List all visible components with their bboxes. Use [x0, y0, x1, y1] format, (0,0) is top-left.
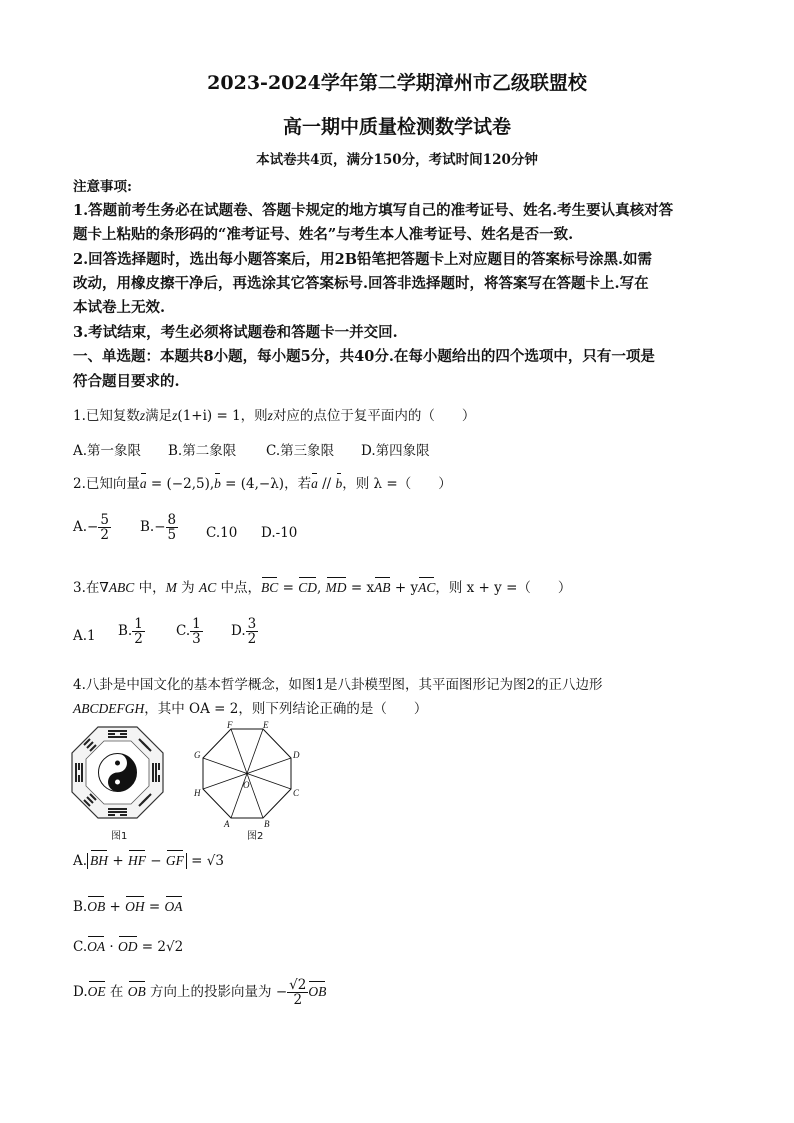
- q4-option-d[interactable]: [73, 978, 326, 1007]
- q3-option-b-fraction: [132, 617, 145, 646]
- q3-text-pre: 3.在∇: [73, 580, 109, 596]
- q2-vector-a2: a: [311, 476, 318, 491]
- label-E: E: [263, 720, 269, 730]
- q3-option-c-label: C.: [176, 623, 191, 640]
- q4-c-vec-oa: OA: [87, 939, 106, 954]
- q2-option-c[interactable]: C.10: [206, 525, 238, 541]
- octagon-figure: [192, 720, 302, 830]
- q2-option-b-label: B.−: [140, 519, 166, 536]
- q4-option-a-label: A.: [73, 853, 88, 869]
- q3-option-a[interactable]: A.1: [73, 628, 96, 644]
- q3-option-d-fraction: [246, 617, 259, 646]
- q3-text-mid1: 中，: [134, 580, 166, 596]
- q3-vector-cd: CD: [298, 580, 317, 595]
- q1-var-z2: z: [172, 408, 178, 423]
- label-C: C: [293, 788, 300, 798]
- q2-option-a-num: 5: [100, 512, 109, 528]
- q2-b-value: = (4,−λ): [220, 476, 285, 492]
- q4-d-vec-ob2: OB: [308, 984, 327, 1000]
- q2-a-value: = (−2,5),: [146, 476, 215, 492]
- q3-vector-bc: BC: [261, 580, 279, 595]
- q2-parallel: //: [317, 476, 336, 492]
- section1-heading-line2: 符合题目要求的.: [73, 373, 180, 390]
- q2-option-b-num: 8: [167, 512, 177, 528]
- q2-vector-a: a: [139, 476, 147, 491]
- q3-eq2: = x: [346, 580, 375, 596]
- octagon-diagonals: [203, 729, 291, 818]
- q3-vector-md: MD: [325, 580, 347, 595]
- q2-option-b-den: 5: [167, 527, 177, 544]
- q3-segment-ac: AC: [198, 580, 217, 595]
- q3-option-c-num: 1: [192, 616, 201, 632]
- q4-octagon-name: ABCDEFGH: [73, 701, 145, 716]
- q3-point-m: M: [165, 580, 177, 595]
- q2-text-post: ，则 λ =（ ）: [342, 476, 452, 492]
- q1-option-c[interactable]: C.第三象限: [266, 443, 335, 459]
- q4-a-vec-bh: BH: [90, 853, 109, 868]
- exam-title-line2: 高一期中质量检测数学试卷: [282, 116, 511, 138]
- q4-option-b-label: B.: [73, 899, 88, 915]
- label-H: H: [194, 788, 201, 798]
- q3-vector-ab: AB: [374, 580, 391, 595]
- q3-option-d[interactable]: [231, 617, 258, 646]
- question-1-stem: [73, 404, 475, 424]
- label-D: D: [293, 750, 300, 760]
- q3-option-b-label: B.: [118, 623, 133, 640]
- q3-option-d-num: 3: [247, 616, 257, 632]
- q4-option-d-label: D.: [73, 984, 88, 1001]
- q4-b-op2: =: [144, 899, 165, 915]
- q3-plus: + y: [390, 580, 419, 596]
- label-F: F: [227, 720, 233, 730]
- q4-option-a-abs: [87, 853, 187, 869]
- notice-heading: 注意事项:: [73, 179, 132, 195]
- question-2-stem: [73, 472, 452, 492]
- q3-option-c-fraction: [190, 617, 203, 646]
- q1-equation: (1+i) = 1: [177, 408, 241, 424]
- label-G: G: [194, 750, 201, 760]
- q3-option-c-den: 3: [192, 631, 201, 648]
- q4-option-a[interactable]: [73, 853, 224, 869]
- q4-b-vec-oh: OH: [125, 899, 145, 914]
- q4-option-c-label: C.: [73, 939, 88, 955]
- q4-d-num: √2: [289, 977, 307, 993]
- q2-vector-b2: b: [335, 476, 343, 491]
- q2-option-a-label: A.−: [73, 519, 99, 536]
- q3-comma: ,: [316, 580, 326, 596]
- q4-b-vec-oa: OA: [164, 899, 183, 914]
- q1-text-mid: 满足: [145, 408, 173, 424]
- notice-line-3: 2.回答选择题时，选出每小题答案后，用2B铅笔把答题卡上对应题目的答案标号涂黑.如需: [73, 251, 653, 268]
- label-A: A: [224, 819, 230, 829]
- q1-text-pre: 1.已知复数: [73, 408, 140, 424]
- q2-text-pre: 2.已知向量: [73, 476, 140, 492]
- q4-a-op2: −: [145, 853, 166, 869]
- q4-d-fraction: [287, 978, 308, 1007]
- q2-text-if: ，若: [284, 476, 312, 492]
- q4-d-vec-oe: OE: [87, 984, 106, 1000]
- q4-b-vec-ob: OB: [87, 899, 106, 914]
- q4-text-post: ，其中 OA = 2，则下列结论正确的是（ ）: [144, 701, 428, 717]
- yin-yang-icon: [99, 754, 137, 792]
- notice-line-1: 1.答题前考生务必在试题卷、答题卡规定的地方填写自己的准考证号、姓名.考生要认真核对答: [73, 202, 674, 219]
- notice-line-5: 本试卷上无效.: [73, 299, 166, 316]
- q4-d-vec-ob: OB: [127, 984, 146, 1000]
- q3-triangle: ABC: [108, 580, 135, 595]
- q1-option-d[interactable]: D.第四象限: [361, 443, 430, 459]
- q1-text-post2: 对应的点位于复平面内的（ ）: [272, 408, 476, 424]
- q3-vector-ac: AC: [418, 580, 436, 595]
- q2-option-a-fraction: [98, 513, 111, 542]
- q2-option-a[interactable]: [73, 513, 111, 542]
- notice-line-2: 题卡上粘贴的条形码的“准考证号、姓名”与考生本人准考证号、姓名是否一致.: [73, 226, 574, 243]
- q3-option-c[interactable]: [176, 617, 203, 646]
- label-O: O: [243, 780, 250, 790]
- q4-b-op1: +: [105, 899, 126, 915]
- q4-d-mid: 在: [105, 984, 128, 1001]
- q4-c-tail: = 2√2: [137, 939, 184, 955]
- q4-c-vec-od: OD: [118, 939, 138, 954]
- q1-option-b[interactable]: B.第二象限: [168, 443, 237, 459]
- q4-d-mid2: 方向上的投影向量为 −: [145, 984, 288, 1001]
- q4-a-op1: +: [108, 853, 128, 869]
- q4-a-vec-hf: HF: [127, 853, 146, 868]
- q2-option-a-den: 2: [100, 527, 109, 544]
- exam-subtitle: 本试卷共4页，满分150分，考试时间120分钟: [256, 152, 538, 168]
- q3-option-b-num: 1: [134, 616, 143, 632]
- q3-option-b[interactable]: [118, 617, 145, 646]
- q1-var-z: z: [139, 408, 146, 423]
- q2-option-b-fraction: [166, 513, 179, 542]
- q4-c-op1: ·: [105, 939, 119, 955]
- q3-text-mid3: 中点，: [216, 580, 262, 596]
- exam-title-line1: 2023-2024学年第二学期漳州市乙级联盟校: [207, 72, 587, 94]
- q2-option-b[interactable]: [140, 513, 178, 542]
- q1-option-a[interactable]: A.第一象限: [73, 443, 142, 459]
- figure-1-caption: 图1: [111, 831, 128, 842]
- q3-text-post: ，则 x + y =（ ）: [435, 580, 572, 596]
- q1-var-z3: z: [267, 408, 273, 423]
- q3-text-mid2: 为: [176, 580, 199, 596]
- question-3-stem: [73, 576, 571, 596]
- q4-a-vec-gf: GF: [165, 853, 184, 868]
- figure-2-caption: 图2: [247, 831, 264, 842]
- question-4-stem-line1: 4.八卦是中国文化的基本哲学概念，如图1是八卦模型图，其平面图形记为图2的正八边形: [73, 677, 603, 693]
- q3-option-b-den: 2: [134, 631, 143, 648]
- q3-eq1: =: [278, 580, 299, 596]
- q3-option-d-den: 2: [247, 631, 257, 648]
- section1-heading-line1: 一、单选题：本题共8小题，每小题5分，共40分.在每小题给出的四个选项中，只有一项是: [73, 348, 655, 365]
- notice-line-4: 改动，用橡皮擦干净后，再选涂其它答案标号.回答非选择题时，将答案写在答题卡上.写在: [73, 275, 649, 292]
- q4-option-c[interactable]: [73, 939, 183, 955]
- notice-line-6: 3.考试结束，考生必须将试题卷和答题卡一并交回.: [73, 324, 398, 341]
- q2-option-d[interactable]: D.-10: [261, 525, 298, 541]
- q1-text-post: ，则: [240, 408, 268, 424]
- q4-a-tail: = √3: [186, 853, 224, 869]
- label-B: B: [264, 819, 270, 829]
- q2-vector-b: b: [214, 476, 221, 491]
- q3-option-d-label: D.: [231, 623, 246, 640]
- q4-option-b[interactable]: [73, 899, 183, 915]
- bagua-figure: [70, 725, 165, 825]
- question-4-stem-line2: [73, 697, 427, 717]
- q4-d-den: 2: [293, 992, 303, 1009]
